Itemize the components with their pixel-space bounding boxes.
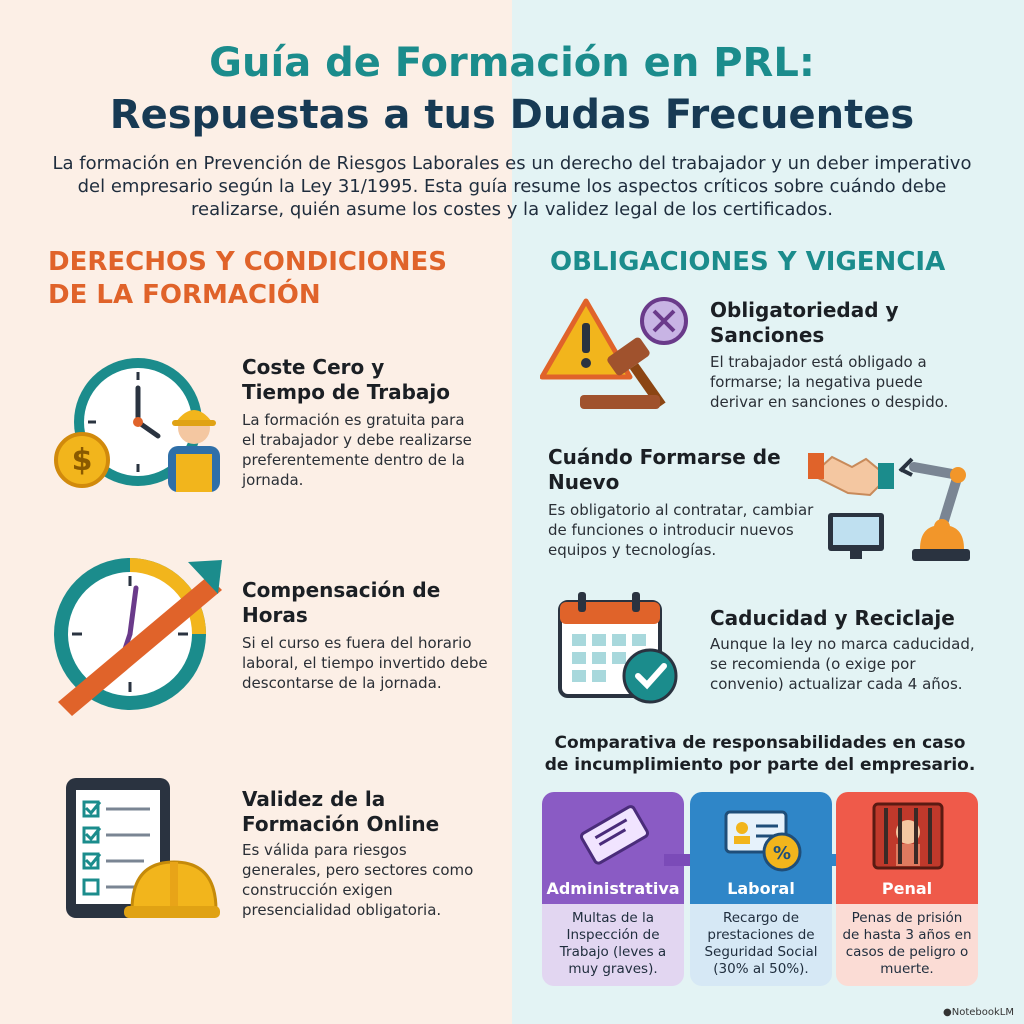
left-section-title: DERECHOS Y CONDICIONES DE LA FORMACIÓN [48,247,448,310]
card-text-laboral: Recargo de prestaciones de Seguridad Social (30% al 50%). [690,904,832,986]
item-text-caducidad: Aunque la ley no marca caducidad, se recomienda (o exige por convenio) actualizar cada 4 años. [710,635,975,693]
card-administrativa [542,792,684,986]
calendar-check-icon [558,590,688,710]
card-label-administrativa: Administrativa [546,879,680,898]
item-text-validez-online: Es válida para riesgos generales, pero sectores como construcción exigen presencialidad obligatoria. [242,841,474,919]
title-line-1: Guía de Formación en PRL: [209,40,815,86]
item-text-formarse-nuevo: Es obligatorio al contratar, cambiar de funciones o introducir nuevos equipos y tecnologías. [548,501,814,559]
item-text-compensacion: Si el curso es fuera del horario laboral, el tiempo invertido debe descontarse de la jornada. [242,634,488,692]
warning-gavel-icon [540,295,700,420]
card-text-penal: Penas de prisión de hasta 3 años en casos de peligro o muerte. [836,904,978,986]
clock-coin-worker-icon [48,350,228,500]
card-label-laboral: Laboral [727,879,795,898]
ticket-icon [576,802,652,866]
comparison-title: Comparativa de responsabilidades en caso de incumplimiento por parte del empresario. [544,733,976,775]
id-card-percent-icon [724,808,804,874]
item-title-validez-online: Validez de la Formación Online [242,787,440,836]
item-title-formarse-nuevo: Cuándo Formarse de Nuevo [548,445,781,494]
brand-logo-icon: ●​ [943,1007,952,1018]
item-title-caducidad: Caducidad y Reciclaje [710,606,955,630]
brand-label [943,1007,1014,1018]
card-text-administrativa: Multas de la Inspección de Trabajo (leves a muy graves). [542,904,684,986]
right-section-title: OBLIGACIONES Y VIGENCIA [550,247,946,277]
card-label-penal: Penal [881,879,933,898]
clock-arrow-icon [38,552,228,722]
item-text-obligatoriedad: El trabajador está obligado a formarse; la negativa puede derivar en sanciones o despido. [710,353,949,411]
handshake-robot-arm-icon [808,445,984,565]
jail-bars-icon [872,802,944,870]
svg-text:%: % [772,843,792,864]
item-title-compensacion: Compensación de Horas [242,578,441,627]
brand-text: NotebookLM [951,1007,1014,1018]
svg-text:$: $ [71,443,93,478]
title-line-2: Respuestas a tus Dudas Frecuentes [109,92,915,138]
tablet-checklist-helmet-icon [62,776,222,926]
item-title-coste-cero: Coste Cero y Tiempo de Trabajo [242,355,450,404]
intro-text: La formación en Prevención de Riesgos Laborales es un derecho del trabajador y un deber imperativo del empresario según la Ley 31/1995. Esta guía resume los aspectos críticos sobre cuándo debe realizarse, quién asume los costes y la validez legal de los certificados. [52,153,972,220]
card-laboral [690,792,832,986]
item-text-coste-cero: La formación es gratuita para el trabajador y debe realizarse preferentemente dentro de la jornada. [242,411,472,489]
card-penal [836,792,978,986]
item-title-obligatoriedad: Obligatoriedad y Sanciones [710,298,899,347]
